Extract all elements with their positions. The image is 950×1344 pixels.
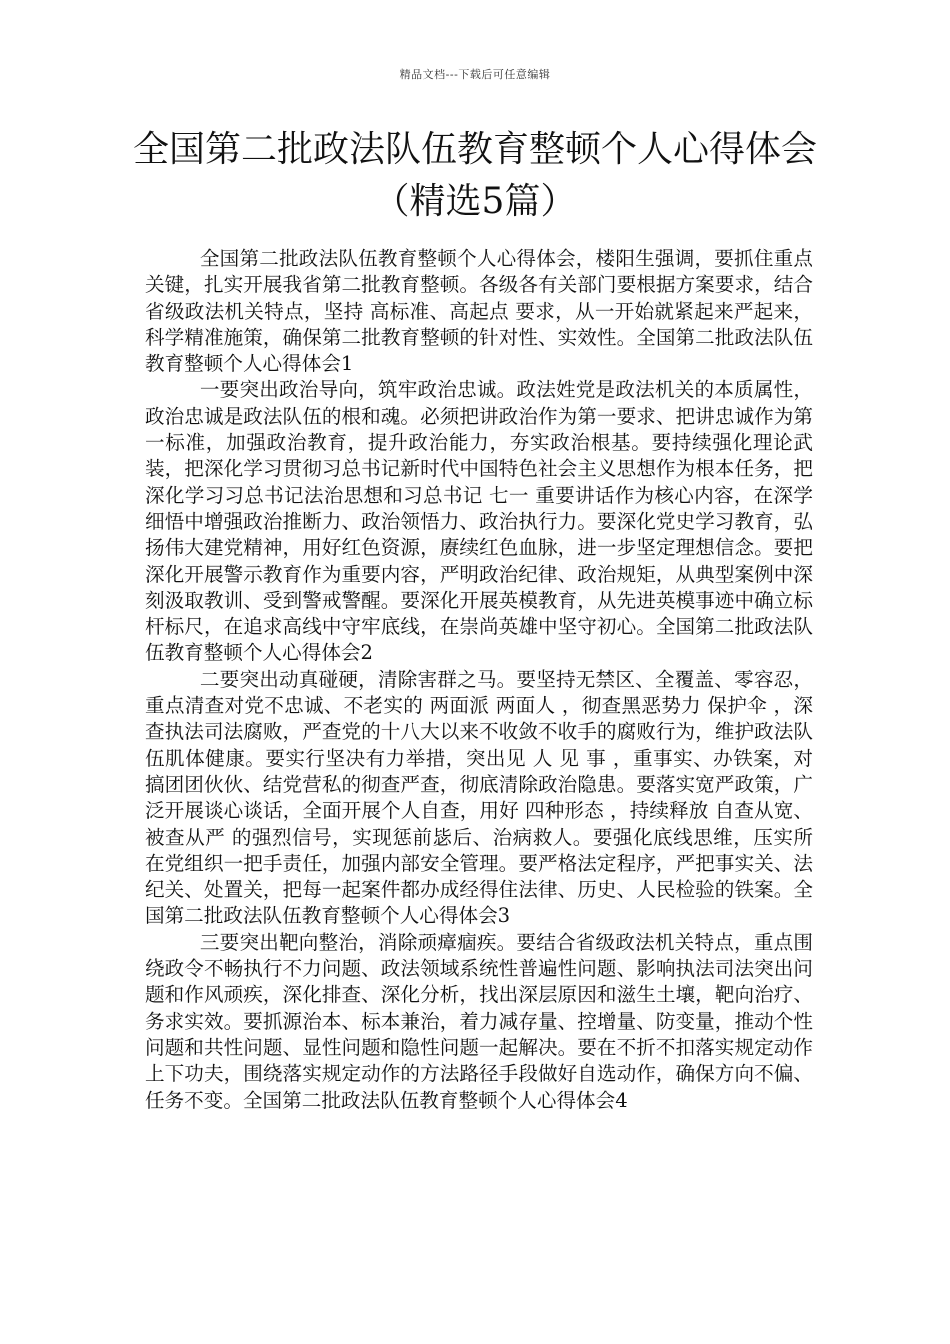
document-body (145, 246, 813, 1114)
paragraph-intro: 全国第二批政法队伍教育整顿个人心得体会，楼阳生强调，要抓住重点关键，扎实开展我省第二批教育整顿。各级各有关部门要根据方案要求，结合省级政法机关特点，坚持 高标准、高起点 要求，从一开始就紧起来严起来，科学精准施策，确保第二批教育整顿的针对性、实效性。全国第二批政法队伍教育整顿个人心得体会1 (145, 247, 813, 376)
paragraph-3: 三要突出靶向整治，消除顽瘴痼疾。要结合省级政法机关特点，重点围绕政令不畅执行不力问题、政法领域系统性普遍性问题、影响执法司法突出问题和作风顽疾，深化排查、深化分析，找出深层原因和滋生土壤，靶向治疗、务求实效。要抓源治本、标本兼治，着力减存量、控增量、防变量，推动个性问题和共性问题、显性问题和隐性问题一起解决。要在不折不扣落实规定动作上下功夫，围绕落实规定动作的方法路径手段做好自选动作，确保方向不偏、任务不变。全国第二批政法队伍教育整顿个人心得体会4 (145, 930, 813, 1112)
paragraph-1: 一要突出政治导向，筑牢政治忠诚。政法姓党是政法机关的本质属性，政治忠诚是政法队伍的根和魂。必须把讲政治作为第一要求、把讲忠诚作为第一标准，加强政治教育，提升政治能力，夯实政治根基。要持续强化理论武装，把深化学习贯彻习总书记新时代中国特色社会主义思想作为根本任务，把深化学习习总书记法治思想和习总书记 七一 重要讲话作为核心内容，在深学细悟中增强政治推断力、政治领悟力、政治执行力。要深化党史学习教育，弘扬伟大建党精神，用好红色资源，赓续红色血脉，进一步坚定理想信念。要把深化开展警示教育作为重要内容，严明政治纪律、政治规矩，从典型案例中深刻汲取教训、受到警戒警醒。要深化开展英模教育，从先进英模事迹中确立标杆标尺，在追求高线中守牢底线，在崇尚英雄中坚守初心。全国第二批政法队伍教育整顿个人心得体会2 (145, 378, 813, 665)
header-note: 精品文档---下载后可任意编辑 (399, 68, 551, 81)
paragraph-2: 二要突出动真碰硬，清除害群之马。要坚持无禁区、全覆盖、零容忍，重点清查对党不忠诚、不老实的 两面派 两面人 ，彻查黑恶势力 保护伞 ，深查执法司法腐败，严查党的十八大以来不收敛不收手的腐败行为，维护政法队伍肌体健康。要实行坚决有力举措，突出见 人 见 事 ，重事实、办铁案，对搞团团伙伙、结党营私的彻查严查，彻底清除政治隐患。要落实宽严政策，广泛开展谈心谈话，全面开展个人自查，用好 四种形态 ，持续释放 自查从宽、被查从严 的强烈信号，实现惩前毖后、治病救人。要强化底线思维，压实所在党组织一把手责任，加强内部安全管理。要严格法定程序，严把事实关、法纪关、处置关，把每一起案件都办成经得住法律、历史、人民检验的铁案。全国第二批政法队伍教育整顿个人心得体会3 (145, 667, 813, 928)
document-title: 全国第二批政法队伍教育整顿个人心得体会（精选5篇） (132, 129, 817, 222)
